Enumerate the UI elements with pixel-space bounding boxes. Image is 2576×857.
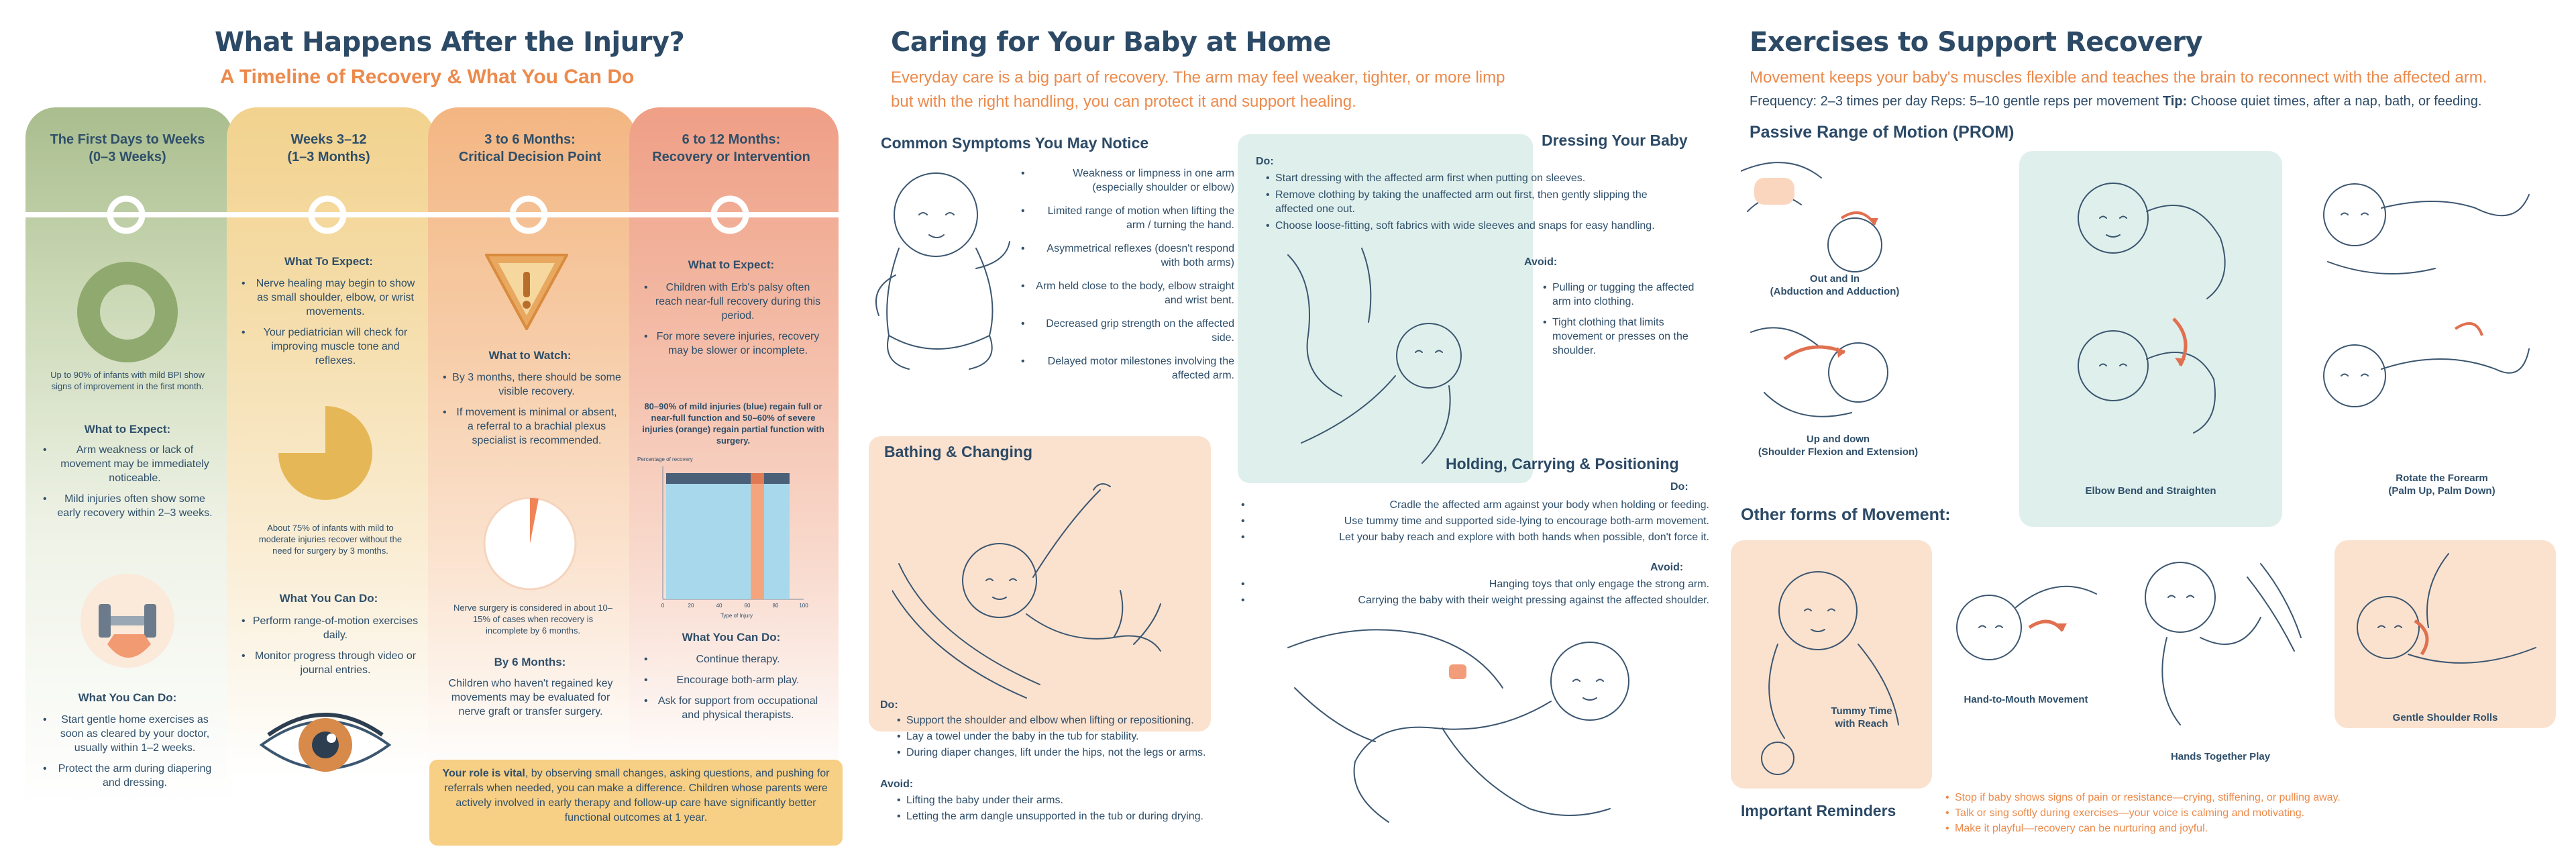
chart-bar-severe bbox=[751, 473, 764, 599]
col-4-title-line2: Recovery or Intervention bbox=[652, 150, 810, 164]
col-2-expect-item: • Your pediatrician will check for improving muscle tone and reflexes. bbox=[240, 325, 420, 368]
col-4-expect-item: • Children with Erb's palsy often reach near-full recovery during this period. bbox=[643, 281, 822, 323]
col-1-do-list bbox=[42, 713, 217, 797]
timeline-title: What Happens After the Injury? bbox=[215, 27, 685, 58]
holding-avoid-label: Avoid: bbox=[1650, 562, 1684, 573]
chart-tick-label: 60 bbox=[744, 603, 751, 609]
chart-tick-label: 0 bbox=[661, 603, 665, 609]
dressing-do-list bbox=[1265, 171, 1680, 240]
col-2-title-line1: Weeks 3–12 bbox=[290, 132, 367, 147]
chart-tick-label: 40 bbox=[716, 603, 722, 609]
prom-forearm-illustration bbox=[2301, 168, 2542, 476]
holding-do-item: • Use tummy time and supported side-lying to encourage both-arm movement. bbox=[1240, 514, 1709, 528]
recovery-chart bbox=[636, 453, 812, 621]
holding-avoid-item: • Hanging toys that only engage the strong arm. bbox=[1240, 577, 1709, 591]
col-1-expect-list bbox=[42, 443, 217, 527]
col-2-expect-heading: What To Expect: bbox=[284, 255, 373, 268]
bathing-do-item: • Lay a towel under the baby in the tub for stability. bbox=[896, 729, 1271, 744]
col-4-do-item: • Encourage both-arm play. bbox=[643, 673, 822, 687]
prom-3-line1: Elbow Bend and Straighten bbox=[2085, 485, 2216, 497]
other-card-2-label bbox=[1939, 693, 2113, 706]
col-3-months-heading: By 6 Months: bbox=[494, 656, 566, 668]
symptom-item: • Limited range of motion when lifting the arm / turning the hand. bbox=[1020, 204, 1234, 232]
timeline-track bbox=[25, 195, 839, 235]
tip-text: Choose quiet times, after a nap, bath, or feeding. bbox=[2190, 94, 2482, 109]
col-3-watch-heading: What to Watch: bbox=[488, 349, 572, 362]
prom-card-1-label bbox=[1741, 272, 1929, 298]
reminder-item: • Stop if baby shows signs of pain or resistance—crying, stiffening, or pulling away. bbox=[1944, 791, 2561, 805]
role-callout-text: , by observing small changes, asking questions, and pushing for referrals when needed, you can make a difference. Children whose parents were actively involved in early therapy and follow-up care have significantly better functional outcomes at 1 year. bbox=[444, 768, 830, 823]
role-callout-bold: Your role is vital bbox=[442, 768, 525, 779]
caring-lead: Everyday care is a big part of recovery. The arm may feel weaker, tighter, or more limp but with the right handling, you can protect it and support healing. bbox=[891, 68, 1505, 111]
shoulder-rolls-illustration bbox=[2341, 547, 2549, 701]
holding-heading: Holding, Carrying & Positioning bbox=[1446, 455, 1679, 472]
prom-2-line2: (Shoulder Flexion and Extension) bbox=[1758, 446, 1919, 458]
chart-tick-label: 80 bbox=[772, 603, 779, 609]
prom-heading: Passive Range of Motion (PROM) bbox=[1750, 123, 2015, 142]
chart-bar-mild bbox=[666, 473, 790, 599]
symptom-item: • Delayed motor milestones involving the affected arm. bbox=[1020, 354, 1234, 383]
bathing-avoid-list bbox=[896, 793, 1271, 830]
col-3-title bbox=[429, 131, 631, 166]
col-4-do-item: • Ask for support from occupational and physical therapists. bbox=[643, 694, 822, 722]
surgery-share-icon bbox=[480, 493, 580, 594]
prom-flexion-illustration bbox=[1744, 312, 1905, 433]
dressing-do-item: • Remove clothing by taking the unaffected arm out first, then gently slipping the affected one out. bbox=[1265, 188, 1680, 216]
prom-card-4-label bbox=[2341, 472, 2542, 497]
symptoms-list bbox=[1020, 166, 1234, 389]
bathing-do-item: • Support the shoulder and elbow when lifting or repositioning. bbox=[896, 713, 1271, 727]
chart-tick-label: 20 bbox=[688, 603, 694, 609]
reminder-item: • Talk or sing softly during exercises—your voice is calming and motivating. bbox=[1944, 806, 2561, 820]
other-2-line1: Hand-to-Mouth Movement bbox=[1964, 694, 2088, 705]
col-2-stat: About 75% of infants with mild to moderate injuries recover without the need for surgery by 3 months. bbox=[258, 523, 402, 556]
col-4-expect-item: • For more severe injuries, recovery may be slower or incomplete. bbox=[643, 330, 822, 358]
holding-illustration bbox=[1275, 607, 1664, 836]
prom-4-line2: (Palm Up, Palm Down) bbox=[2388, 485, 2496, 497]
reminder-item: • Make it playful—recovery can be nurturing and joyful. bbox=[1944, 821, 2561, 836]
bathing-avoid-item: • Lifting the baby under their arms. bbox=[896, 793, 1271, 807]
col-4-title bbox=[631, 131, 832, 166]
dressing-heading: Dressing Your Baby bbox=[1542, 132, 1688, 149]
other-3-line1: Hands Together Play bbox=[2170, 751, 2271, 762]
baby-sitting-illustration bbox=[855, 161, 1030, 383]
col-4-stat: 80–90% of mild injuries (blue) regain full or near-full function and 50–60% of severe injuries (orange) regain partial function with surgery. bbox=[642, 401, 824, 446]
prom-card-3-label bbox=[2019, 485, 2282, 497]
col-1-expect-heading: What to Expect: bbox=[84, 423, 171, 436]
reminders-list bbox=[1944, 791, 2561, 842]
col-3-stat: Nerve surgery is considered in about 10–15% of cases when recovery is incomplete by 6 months. bbox=[453, 603, 613, 636]
dressing-do-label: Do: bbox=[1256, 156, 1274, 167]
col-1-do-heading: What You Can Do: bbox=[78, 691, 177, 704]
col-3-months-text: Children who haven't regained key movements may be evaluated for nerve graft or transfer surgery. bbox=[448, 678, 613, 717]
prom-2-line1: Up and down bbox=[1806, 434, 1870, 445]
dressing-avoid-list bbox=[1542, 281, 1703, 364]
eye-icon bbox=[255, 705, 396, 785]
col-2-title-line2: (1–3 Months) bbox=[287, 150, 370, 164]
bathing-do-item: • During diaper changes, lift under the hips, not the legs or arms. bbox=[896, 746, 1271, 760]
other-1-line2: with Reach bbox=[1835, 718, 1888, 729]
chart-xlabel: Type of Injury bbox=[720, 613, 753, 619]
col-1-stat: Up to 90% of infants with mild BPI show signs of improvement in the first month. bbox=[50, 370, 205, 391]
bathing-avoid-item: • Letting the arm dangle unsupported in the tub or during drying. bbox=[896, 809, 1271, 823]
bathing-heading: Bathing & Changing bbox=[884, 443, 1033, 460]
chart-bar-cap-severe bbox=[751, 473, 764, 484]
col-2-do-item: • Monitor progress through video or journal entries. bbox=[240, 649, 420, 677]
bathing-avoid-label: Avoid: bbox=[880, 778, 914, 790]
prom-4-line1: Rotate the Forearm bbox=[2396, 472, 2488, 484]
col-1-expect-item: • Mild injuries often show some early recovery within 2–3 weeks. bbox=[42, 492, 217, 520]
col-4-expect-list bbox=[643, 281, 822, 364]
col-3-title-line2: Critical Decision Point bbox=[458, 150, 602, 164]
col-3-watch-item: • By 3 months, there should be some visible recovery. bbox=[441, 370, 621, 399]
other-card-4-label bbox=[2334, 711, 2556, 724]
tip-label: Tip: bbox=[2162, 94, 2188, 109]
holding-avoid-item: • Carrying the baby with their weight pressing against the affected shoulder. bbox=[1240, 593, 1709, 607]
col-3-watch-item: • If movement is minimal or absent, a referral to a brachial plexus specialist is recommended. bbox=[441, 405, 621, 448]
col-1-expect-item: • Arm weakness or lack of movement may be immediately noticeable. bbox=[42, 443, 217, 485]
other-heading: Other forms of Movement: bbox=[1741, 505, 1951, 524]
col-2-expect-item: • Nerve healing may begin to show as small shoulder, elbow, or wrist movements. bbox=[240, 276, 420, 319]
col-3-watch-list bbox=[441, 370, 621, 454]
symptom-item: • Arm held close to the body, elbow straight and wrist bent. bbox=[1020, 279, 1234, 307]
dressing-do-item: • Choose loose-fitting, soft fabrics with wide sleeves and snaps for easy handling. bbox=[1265, 219, 1674, 233]
chart-ylabel: Percentage of recovery bbox=[637, 456, 693, 462]
dressing-avoid-item: • Tight clothing that limits movement or presses on the shoulder. bbox=[1542, 315, 1703, 358]
prom-abduction-illustration bbox=[1741, 151, 1902, 285]
col-4-expect-heading: What to Expect: bbox=[688, 258, 775, 271]
dressing-illustration bbox=[1261, 242, 1516, 476]
holding-do-list bbox=[1240, 498, 1709, 551]
col-4-title-line1: 6 to 12 Months: bbox=[682, 132, 781, 147]
col-4-do-heading: What You Can Do: bbox=[682, 631, 781, 644]
hand-to-mouth-illustration bbox=[1942, 567, 2110, 688]
col-2-do-heading: What You Can Do: bbox=[279, 592, 378, 605]
col-1-title bbox=[27, 131, 228, 166]
symptom-item: • Weakness or limpness in one arm (especially shoulder or elbow) bbox=[1020, 166, 1234, 195]
pie-chart-icon bbox=[275, 403, 376, 503]
dressing-avoid-label: Avoid: bbox=[1524, 256, 1558, 268]
holding-do-item: • Cradle the affected arm against your body when holding or feeding. bbox=[1240, 498, 1709, 512]
dumbbell-icon bbox=[77, 570, 178, 671]
warning-icon bbox=[480, 248, 574, 336]
col-3-title-line1: 3 to 6 Months: bbox=[484, 132, 576, 147]
col-1-title-line1: The First Days to Weeks bbox=[50, 132, 205, 147]
other-4-line1: Gentle Shoulder Rolls bbox=[2392, 712, 2498, 723]
prom-1-line1: Out and In bbox=[1809, 273, 1860, 285]
symptoms-heading: Common Symptoms You May Notice bbox=[881, 134, 1149, 152]
caring-title: Caring for Your Baby at Home bbox=[891, 27, 1332, 58]
prom-elbow-illustration bbox=[2039, 164, 2261, 473]
prom-1-line2: (Abduction and Adduction) bbox=[1770, 286, 1900, 297]
col-4-do-list bbox=[643, 652, 822, 729]
col-2-expect-list bbox=[240, 276, 420, 374]
other-card-3-label bbox=[2133, 750, 2308, 763]
donut-chart-icon bbox=[74, 258, 181, 366]
frequency-text: Frequency: 2–3 times per day Reps: 5–10 gentle reps per movement bbox=[1750, 94, 2159, 109]
bathing-do-label: Do: bbox=[880, 699, 898, 711]
bathing-illustration bbox=[892, 470, 1194, 711]
col-2-do-item: • Perform range-of-motion exercises daily. bbox=[240, 614, 420, 642]
other-card-1-label bbox=[1805, 705, 1919, 730]
reminders-heading: Important Reminders bbox=[1741, 802, 1896, 819]
col-1-do-item: • Start gentle home exercises as soon as cleared by your doctor, usually within 1–2 weeks. bbox=[42, 713, 217, 755]
symptom-item: • Asymmetrical reflexes (doesn't respond with both arms) bbox=[1020, 242, 1234, 270]
role-callout bbox=[429, 760, 843, 846]
col-4-do-item: • Continue therapy. bbox=[643, 652, 822, 666]
dressing-do-item: • Start dressing with the affected arm first when putting on sleeves. bbox=[1265, 171, 1680, 185]
chart-bar-cap-mild bbox=[666, 473, 790, 484]
col-1-do-item: • Protect the arm during diapering and dressing. bbox=[42, 762, 217, 790]
other-1-line1: Tummy Time bbox=[1831, 705, 1892, 717]
tummy-time-illustration bbox=[1744, 550, 1919, 778]
holding-do-item: • Let your baby reach and explore with both hands when possible, don't force it. bbox=[1240, 530, 1709, 544]
symptom-item: • Decreased grip strength on the affected side. bbox=[1020, 317, 1234, 345]
chart-tick-label: 100 bbox=[799, 603, 808, 609]
col-1-title-line2: (0–3 Weeks) bbox=[89, 150, 166, 164]
holding-do-label: Do: bbox=[1670, 481, 1688, 493]
timeline-subtitle: A Timeline of Recovery & What You Can Do bbox=[220, 66, 635, 88]
col-2-do-list bbox=[240, 614, 420, 684]
dressing-avoid-item: • Pulling or tugging the affected arm into clothing. bbox=[1542, 281, 1703, 309]
prom-card-2-label bbox=[1744, 433, 1932, 458]
col-2-title bbox=[228, 131, 429, 166]
exercises-title: Exercises to Support Recovery bbox=[1750, 27, 2203, 58]
hands-together-illustration bbox=[2127, 537, 2308, 738]
bathing-do-list bbox=[896, 713, 1271, 766]
exercises-lead: Movement keeps your baby's muscles flexible and teaches the brain to reconnect with the affected arm. bbox=[1750, 68, 2487, 87]
exercises-frequency bbox=[1750, 94, 2481, 109]
